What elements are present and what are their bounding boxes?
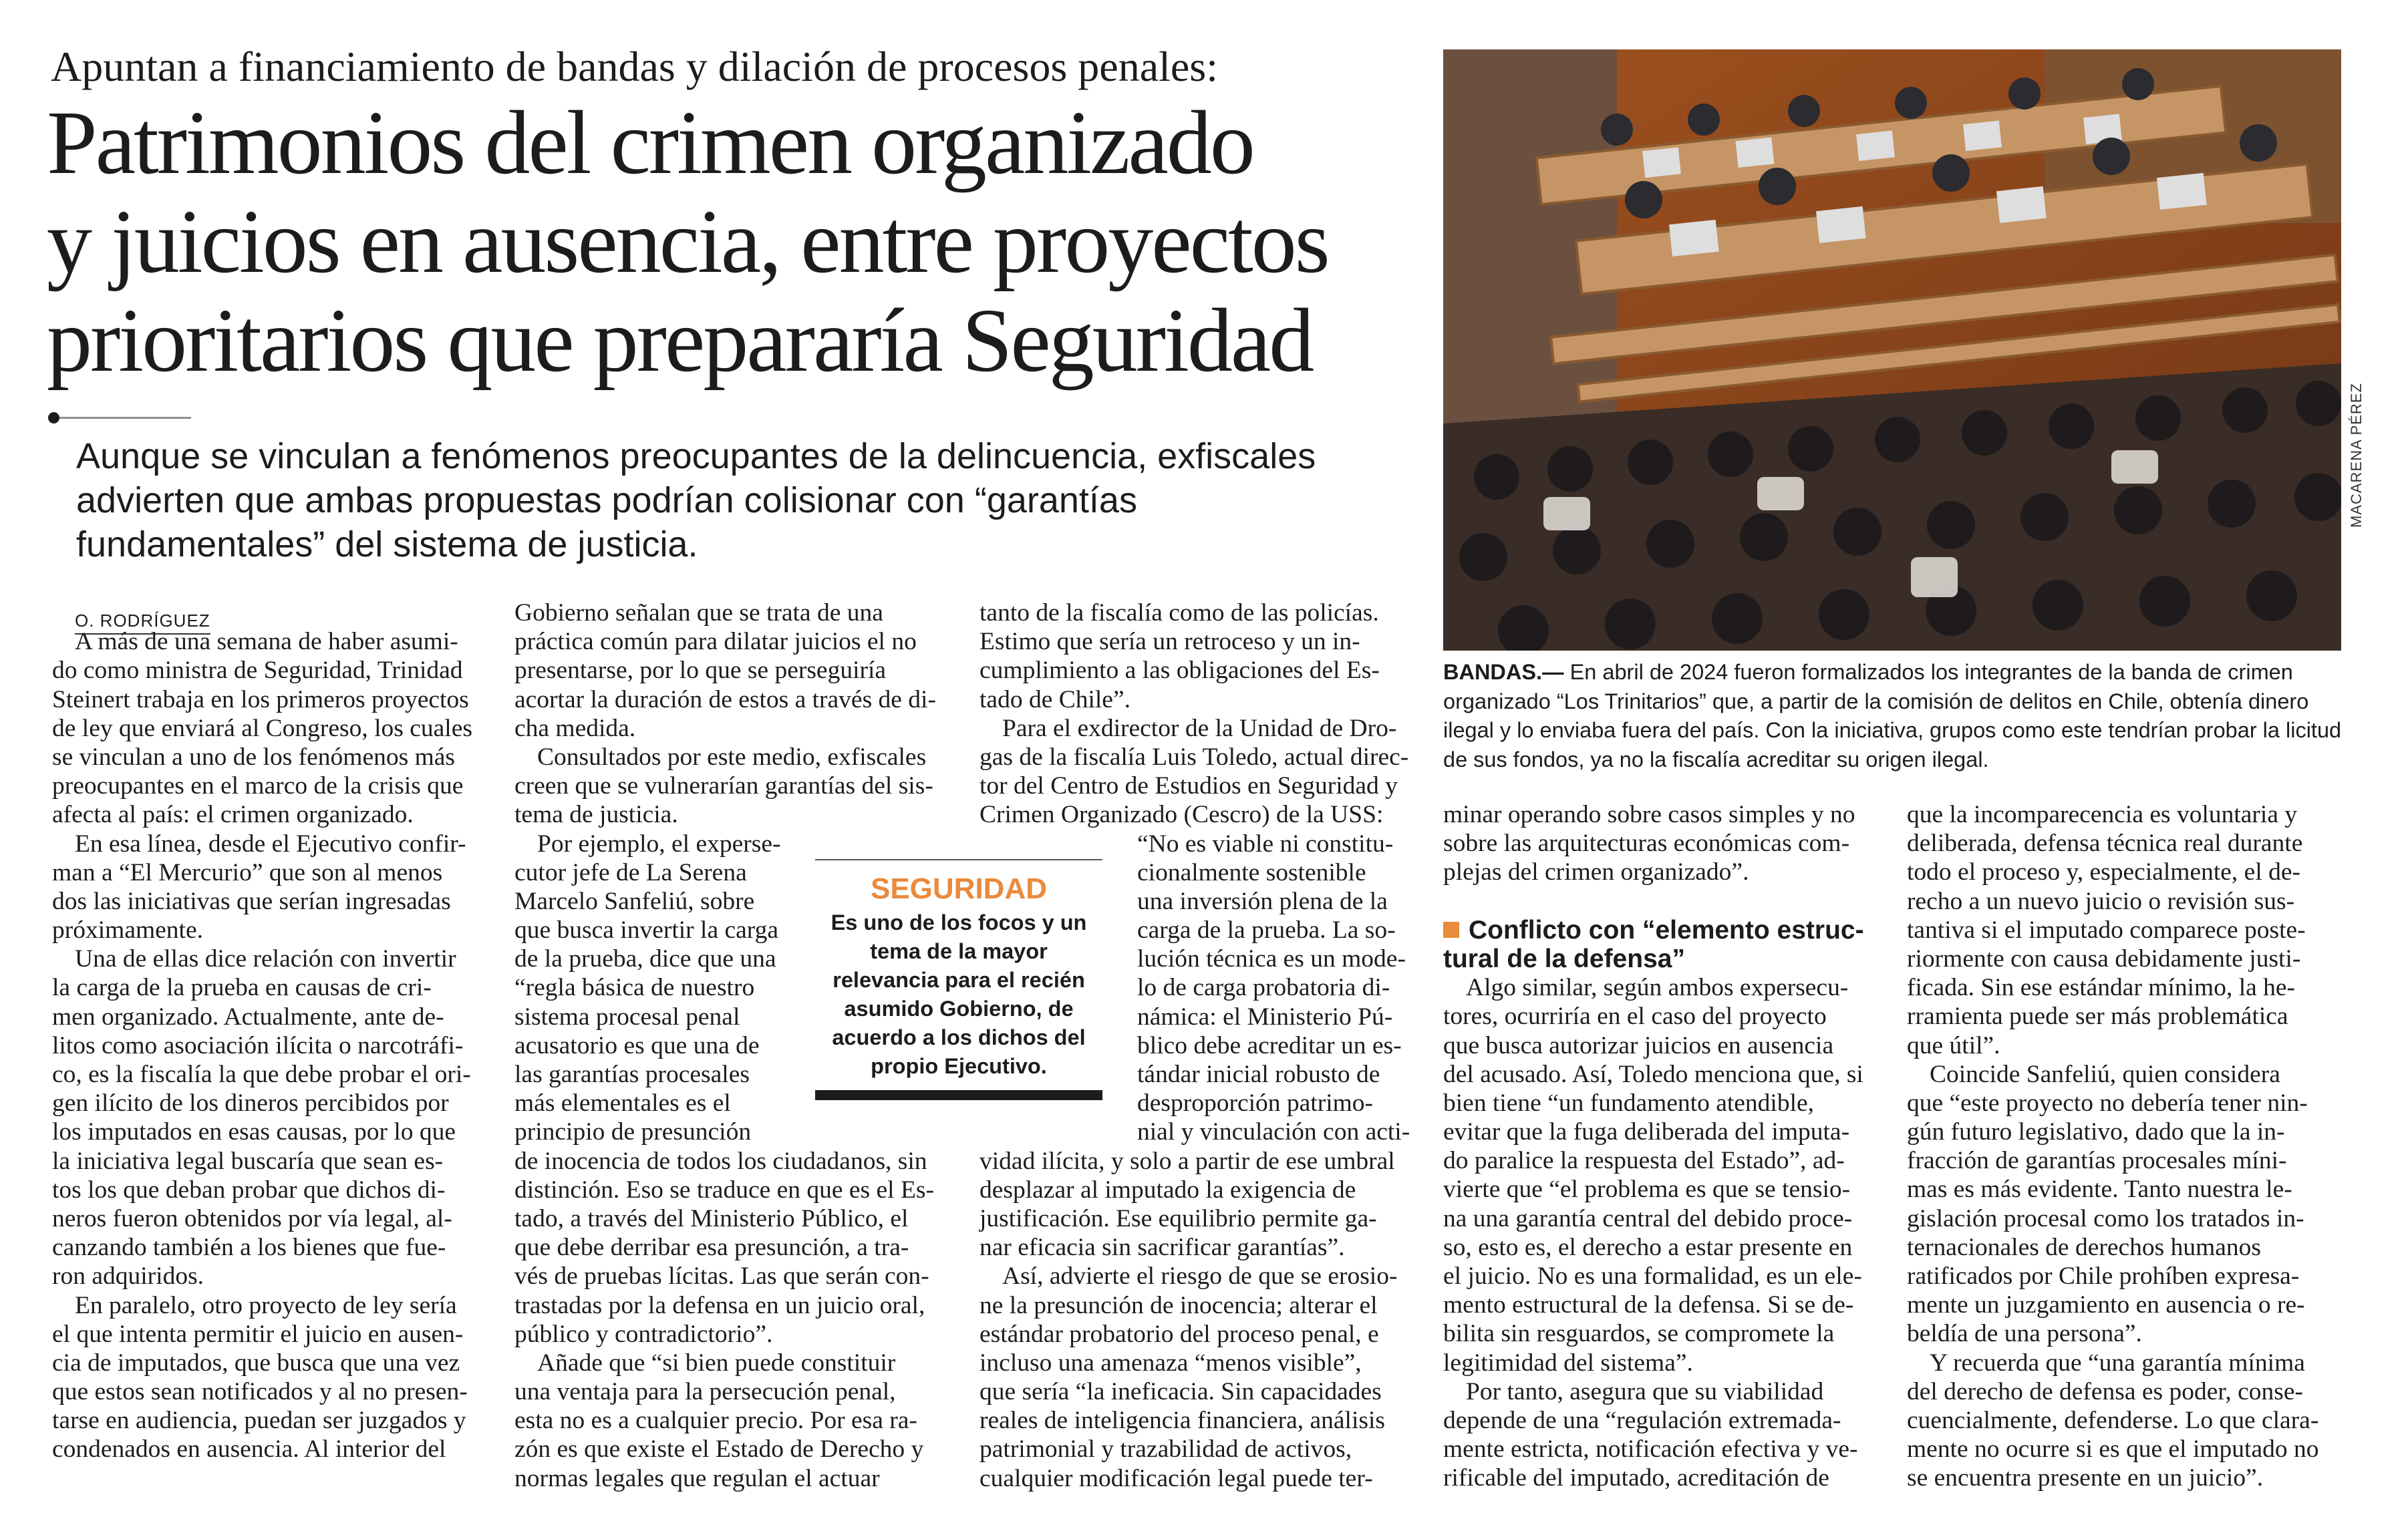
text-line: que útil”. xyxy=(1907,1031,2000,1059)
text-line: gen ilícito de los dineros percibidos por xyxy=(52,1089,449,1118)
text-line: na una garantía central del debido proce- xyxy=(1443,1204,1853,1232)
text-line: condenados en ausencia. Al interior del xyxy=(52,1435,446,1464)
text-line: distinción. Eso se traduce en que es el Es- xyxy=(514,1176,934,1204)
text-line: evitar que la fuga deliberada del imputa- xyxy=(1443,1118,1850,1146)
text-line: del derecho de defensa es poder, conse- xyxy=(1907,1377,2304,1405)
text-line: rramienta puede ser más problemática xyxy=(1907,1003,2288,1031)
text-line xyxy=(1443,887,1879,916)
text-line: legitimidad del sistema”. xyxy=(1443,1349,1693,1377)
text-line: carga de la prueba. La so- xyxy=(1137,916,1396,945)
text-line: tándar inicial robusto de xyxy=(1137,1061,1380,1088)
subheadline-line: advierten que ambas propuestas podrían colisionar con “garantías xyxy=(76,480,1137,520)
text-line: En esa línea, desde el Ejecutivo confir- xyxy=(75,830,466,858)
text-line: cuencialmente, defenderse. Lo que clara- xyxy=(1907,1406,2319,1434)
text-line: lo de carga probatoria di- xyxy=(1137,974,1390,1002)
text-line: vierte que “el problema es que se tensio- xyxy=(1443,1176,1851,1204)
text-line: cia de imputados, que busca que una vez xyxy=(52,1349,460,1377)
caption-line: ilegal y lo enviaba fuera del país. Con la iniciativa, grupos como este tendrían probar la licitud xyxy=(1443,718,2342,742)
text-line: “regla básica de nuestro xyxy=(514,974,755,1002)
text-line: Así, advierte el riesgo de que se erosio- xyxy=(1002,1262,1398,1291)
kicker: Apuntan a financiamiento de bandas y dilación de procesos penales: xyxy=(51,43,1218,90)
text-line: Steinert trabaja en los primeros proyectos xyxy=(52,685,469,713)
text-line: se vinculan a uno de los fenómenos más xyxy=(52,743,455,771)
text-line: Crimen Organizado (Cescro) de la USS: xyxy=(980,801,1384,829)
text-line: todo el proceso y, especialmente, el de- xyxy=(1907,858,2300,886)
pull-quote xyxy=(815,859,1102,1100)
subhead-text: Conflicto con “elemento estruc- xyxy=(1469,915,1864,945)
subheadline-line: fundamentales” del sistema de justicia. xyxy=(76,524,698,564)
pull-quote-line: Es uno de los focos y un xyxy=(831,910,1087,934)
text-line: recho a un nuevo juicio o revisión sus- xyxy=(1907,887,2295,915)
text-line: tores, ocurriría en el caso del proyecto xyxy=(1443,1003,1827,1031)
text-line: afecta al país: el crimen organizado. xyxy=(52,801,414,829)
text-line: ratificados por Chile prohíben expresa- xyxy=(1907,1262,2300,1290)
text-line: de la prueba, dice que una xyxy=(514,945,776,973)
text-line: principio de presunción xyxy=(514,1118,752,1146)
text-line: so, esto es, el derecho a estar presente en xyxy=(1443,1233,1853,1261)
text-line: estándar probatorio del proceso penal, e xyxy=(980,1320,1379,1348)
pull-quote-line: propio Ejecutivo. xyxy=(871,1054,1047,1078)
headline-rule xyxy=(51,417,191,419)
text-line: mento estructural de la defensa. Si se de- xyxy=(1443,1291,1854,1319)
text-line: Una de ellas dice relación con invertir xyxy=(75,945,456,973)
text-line: cualquier modificación legal puede ter- xyxy=(980,1464,1373,1492)
text-line: se encuentra presente en un juicio”. xyxy=(1907,1464,2264,1492)
text-line: que estos sean notificados y al no presen- xyxy=(52,1378,468,1406)
text-line: bilita sin resguardos, se compromete la xyxy=(1443,1320,1835,1348)
subheadline-line: Aunque se vinculan a fenómenos preocupantes de la delincuencia, exfiscales xyxy=(76,436,1316,476)
text-line: cha medida. xyxy=(514,714,636,742)
pull-quote-bar xyxy=(815,1090,1102,1100)
pull-quote-text xyxy=(815,908,1102,1081)
text-line: ron adquiridos. xyxy=(52,1262,204,1291)
byline: O. RODRÍGUEZ xyxy=(75,609,210,635)
caption-line: de sus fondos, ya no la fiscalía acreditar su origen ilegal. xyxy=(1443,747,1989,772)
text-line: presentarse, por lo que se perseguiría xyxy=(514,657,887,685)
text-line: Para el exdirector de la Unidad de Dro- xyxy=(1002,714,1397,742)
text-line: mas es más evidente. Tanto nuestra le- xyxy=(1907,1176,2292,1204)
text-line: que busca autorizar juicios en ausencia xyxy=(1443,1031,1834,1059)
text-column-4 xyxy=(1443,800,1879,1493)
text-line: minar operando sobre casos simples y no xyxy=(1443,801,1855,828)
text-line: los imputados en esas causas, por lo que xyxy=(52,1118,456,1146)
pull-quote-label: SEGURIDAD xyxy=(870,872,1048,905)
section-subhead xyxy=(1443,916,1879,945)
text-line: Y recuerda que “una garantía mínima xyxy=(1930,1349,2305,1377)
text-line: más elementales es el xyxy=(514,1089,731,1118)
text-line: blico debe acreditar un es- xyxy=(1137,1031,1402,1059)
text-line: normas legales que regulan el actuar xyxy=(514,1464,880,1492)
text-line: litos como asociación ilícita o narcotráfi- xyxy=(52,1031,464,1059)
text-line: acusatorio es que una de xyxy=(514,1031,760,1059)
text-line: depende de una “regulación extremada- xyxy=(1443,1406,1841,1434)
text-line: tantiva si el imputado comparece poste- xyxy=(1907,916,2306,944)
pull-quote-line: asumido Gobierno, de xyxy=(844,997,1074,1021)
headline-line: Patrimonios del crimen organizado xyxy=(47,93,1253,193)
text-line: justificación. Ese equilibrio permite ga- xyxy=(980,1204,1377,1232)
text-line: preocupantes en el marco de la crisis que xyxy=(52,772,464,800)
text-line: próximamente. xyxy=(52,916,203,945)
text-line: ficada. Sin ese estándar mínimo, la he- xyxy=(1907,974,2296,1002)
text-line: mente un juzgamiento en ausencia o re- xyxy=(1907,1291,2305,1319)
text-line: cumplimiento a las obligaciones del Es- xyxy=(980,657,1380,685)
text-line: lución técnica es un mode- xyxy=(1137,945,1406,973)
text-line: que sería “la ineficacia. Sin capacidades xyxy=(980,1378,1382,1406)
text-line: fracción de garantías procesales míni- xyxy=(1907,1147,2287,1175)
text-line: una ventaja para la persecución penal, xyxy=(514,1378,896,1406)
text-line: cutor jefe de La Serena xyxy=(514,858,747,886)
text-line: canzando también a los bienes que fue- xyxy=(52,1234,446,1262)
text-column-1 xyxy=(52,599,488,1464)
text-line: que busca invertir la carga xyxy=(514,916,778,945)
text-line: de inocencia de todos los ciudadanos, sin xyxy=(514,1147,927,1175)
text-line: Coincide Sanfeliú, quien considera xyxy=(1930,1060,2280,1088)
text-line: esta no es a cualquier precio. Por esa ra- xyxy=(514,1407,917,1435)
text-line: las garantías procesales xyxy=(514,1061,750,1088)
section-subhead xyxy=(1443,945,1879,973)
text-line: gún futuro legislativo, dado que la in- xyxy=(1907,1118,2285,1146)
headline xyxy=(47,94,1416,390)
text-line: Por ejemplo, el experse- xyxy=(537,830,781,858)
text-line: sobre las arquitecturas económicas com- xyxy=(1443,830,1850,858)
text-line: rificable del imputado, acreditación de xyxy=(1443,1464,1829,1492)
text-line: incluso una amenaza “menos visible”, xyxy=(980,1349,1362,1377)
text-line: mente no ocurre si es que el imputado no xyxy=(1907,1435,2319,1464)
text-line: gislación procesal como los tratados in- xyxy=(1907,1204,2304,1232)
text-line: do paralice la respuesta del Estado”, ad- xyxy=(1443,1147,1845,1175)
text-line: Gobierno señalan que se trata de una xyxy=(514,599,883,627)
text-line: gas de la fiscalía Luis Toledo, actual direc- xyxy=(980,743,1409,771)
text-line: co, es la fiscalía la que debe probar el ori- xyxy=(52,1061,471,1088)
pull-quote-line: acuerdo a los dichos del xyxy=(832,1025,1086,1049)
text-line: dos las iniciativas que serían ingresadas xyxy=(52,887,451,915)
text-line: riormente con causa debidamente justi- xyxy=(1907,945,2301,973)
text-line: beldía de una persona”. xyxy=(1907,1320,2142,1348)
headline-line: y juicios en ausencia, entre proyectos xyxy=(47,192,1328,292)
text-line: cionalmente sostenible xyxy=(1137,858,1366,886)
pull-quote-line: relevancia para el recién xyxy=(833,968,1085,992)
text-line: patrimonial y trazabilidad de activos, xyxy=(980,1435,1352,1464)
courtroom-photo xyxy=(1443,49,2341,651)
subhead-square-icon xyxy=(1443,922,1459,938)
text-line: Algo similar, según ambos expersecu- xyxy=(1466,974,1849,1002)
text-line: desplazar al imputado la exigencia de xyxy=(980,1176,1356,1204)
text-line: la iniciativa legal buscaría que sean es- xyxy=(52,1147,444,1175)
rule-dot xyxy=(48,412,59,423)
text-line: Estimo que sería un retroceso y un in- xyxy=(980,628,1360,656)
text-line: ne la presunción de inocencia; alterar el xyxy=(980,1291,1378,1319)
text-line: men organizado. Actualmente, ante de- xyxy=(52,1003,444,1031)
text-line: tado de Chile”. xyxy=(980,685,1131,713)
text-line: neros fueron obtenidos por vía legal, al- xyxy=(52,1204,452,1232)
caption-lead: BANDAS.— xyxy=(1443,660,1564,684)
text-line: bien tiene “un fundamento atendible, xyxy=(1443,1089,1815,1117)
headline-line: prioritarios que prepararía Seguridad xyxy=(47,291,1313,391)
text-line: man a “El Mercurio” que son al menos xyxy=(52,858,443,886)
photo-caption xyxy=(1443,658,2379,774)
text-line: Por tanto, asegura que su viabilidad xyxy=(1466,1377,1824,1405)
text-line: A más de una semana de haber asumi- xyxy=(75,628,458,656)
pull-quote-line: tema de la mayor xyxy=(870,939,1048,963)
text-line: námica: el Ministerio Pú- xyxy=(1137,1003,1393,1031)
text-line: el juicio. No es una formalidad, es un ele- xyxy=(1443,1262,1862,1290)
text-line: vidad ilícita, y solo a partir de ese umbral xyxy=(980,1147,1395,1175)
text-line: que la incomparecencia es voluntaria y xyxy=(1907,801,2298,828)
text-line: nial y vinculación con acti- xyxy=(1137,1118,1410,1146)
text-line: desproporción patrimo- xyxy=(1137,1089,1374,1118)
text-line: el que intenta permitir el juicio en ausen- xyxy=(52,1320,464,1348)
text-line: Consultados por este medio, exfiscales xyxy=(537,743,927,771)
text-line: tor del Centro de Estudios en Seguridad y xyxy=(980,772,1398,800)
text-line: tado, a través del Ministerio Público, el xyxy=(514,1204,909,1232)
text-line: la carga de la prueba en causas de cri- xyxy=(52,974,432,1002)
text-line: una inversión plena de la xyxy=(1137,887,1388,915)
text-line: plejas del crimen organizado”. xyxy=(1443,858,1749,886)
caption-line: organizado “Los Trinitarios” que, a partir de la comisión de delitos en Chile, obtenía dinero xyxy=(1443,689,2309,713)
text-line: acortar la duración de estos a través de di- xyxy=(514,685,936,713)
caption-line: En abril de 2024 fueron formalizados los integrantes de la banda de crimen xyxy=(1563,660,2293,684)
text-line: “No es viable ni constitu- xyxy=(1137,830,1394,858)
text-line: trastadas por la defensa en un juicio oral, xyxy=(514,1291,925,1319)
text-line: vés de pruebas lícitas. Las que serán con- xyxy=(514,1262,929,1291)
text-line: práctica común para dilatar juicios el no xyxy=(514,628,917,656)
text-line: reales de inteligencia financiera, análisis xyxy=(980,1407,1385,1435)
text-line xyxy=(52,599,488,627)
text-line: Marcelo Sanfeliú, sobre xyxy=(514,887,755,915)
text-line: zón es que existe el Estado de Derecho y xyxy=(514,1435,924,1464)
text-line: tarse en audiencia, puedan ser juzgados y xyxy=(52,1407,466,1435)
text-line: tema de justicia. xyxy=(514,801,678,829)
text-line: sistema procesal penal xyxy=(514,1003,740,1031)
text-line: Añade que “si bien puede constituir xyxy=(537,1349,896,1377)
text-line: creen que se vulnerarían garantías del sis- xyxy=(514,772,933,800)
text-line: que debe derribar esa presunción, a tra- xyxy=(514,1234,909,1262)
text-line: nar eficacia sin sacrificar garantías”. xyxy=(980,1234,1345,1262)
text-line: tanto de la fiscalía como de las policías. xyxy=(980,599,1379,627)
text-line: del acusado. Así, Toledo menciona que, si xyxy=(1443,1060,1863,1088)
text-line: do como ministra de Seguridad, Trinidad xyxy=(52,657,463,685)
text-line: tos los que deban probar que dichos di- xyxy=(52,1176,446,1204)
text-line: En paralelo, otro proyecto de ley sería xyxy=(75,1291,457,1319)
text-column-5 xyxy=(1907,800,2343,1493)
text-line: de ley que enviará al Congreso, los cuales xyxy=(52,714,472,742)
text-line: que “este proyecto no debería tener nin- xyxy=(1907,1089,2308,1117)
text-line: deliberada, defensa técnica real durante xyxy=(1907,830,2303,858)
text-line: ternacionales de derechos humanos xyxy=(1907,1233,2261,1261)
photo-credit: MACARENA PÉREZ xyxy=(2348,383,2365,528)
subhead-text: tural de la defensa” xyxy=(1443,944,1685,973)
subheadline xyxy=(76,434,1426,566)
text-line: mente estricta, notificación efectiva y ve- xyxy=(1443,1435,1858,1464)
text-line: público y contradictorio”. xyxy=(514,1320,773,1348)
